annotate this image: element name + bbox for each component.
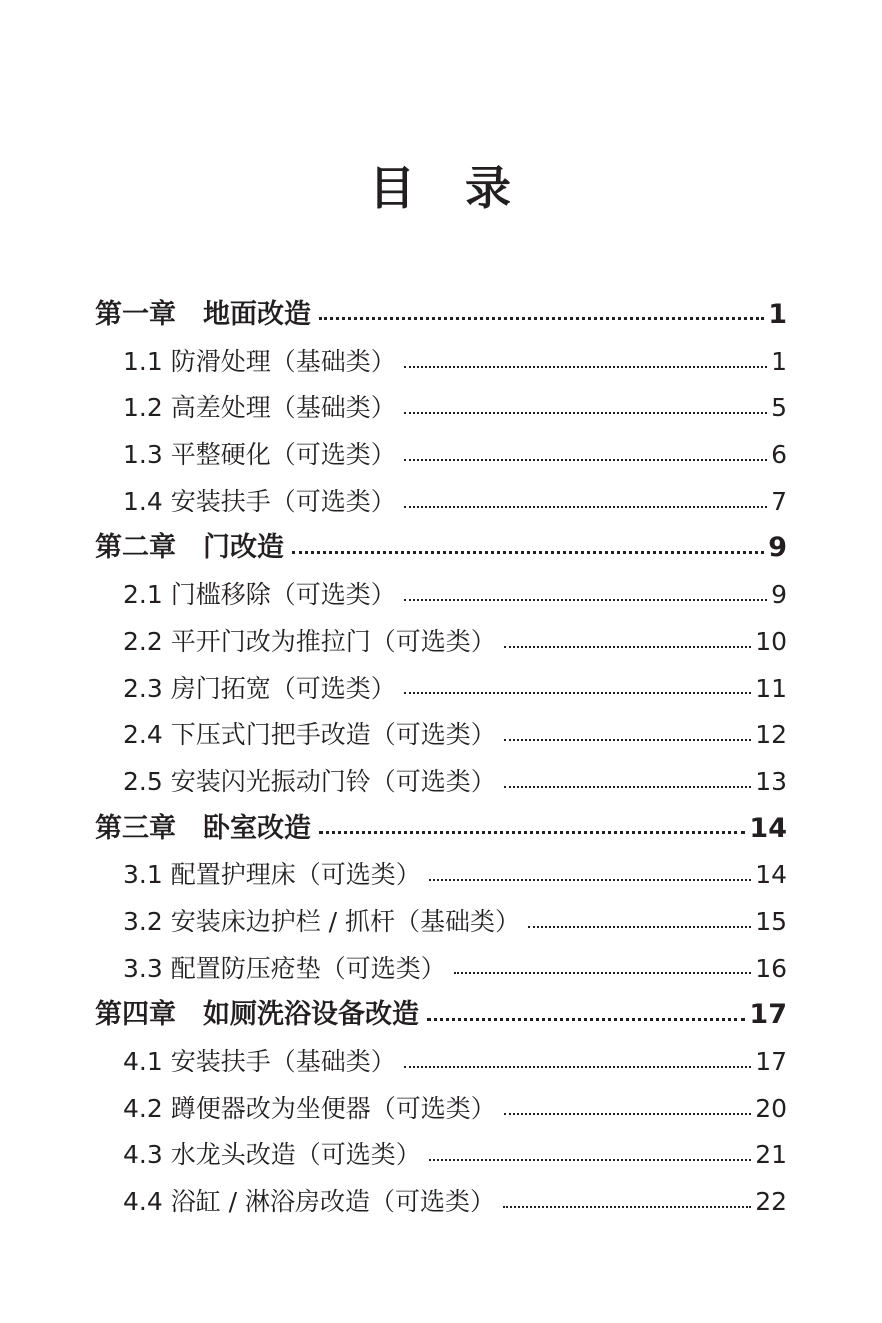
toc-entry-label: 第三章 卧室改造: [95, 812, 311, 844]
toc-section-entry[interactable]: [95, 712, 787, 759]
toc-entry-label: 2.1 门槛移除（可选类）: [123, 580, 396, 610]
toc-dot-leader: [528, 925, 751, 928]
toc-page-number: 10: [755, 626, 787, 656]
toc-entry-label: 4.3 水龙头改造（可选类）: [123, 1140, 421, 1170]
toc-dot-leader: [404, 1065, 751, 1068]
toc-page-number: 1: [771, 346, 787, 376]
toc-page-number: 11: [755, 673, 787, 703]
toc-page-number: 9: [771, 580, 787, 610]
toc-entry-label: 4.4 浴缸 / 淋浴房改造（可选类）: [123, 1187, 496, 1217]
toc-dot-leader: [292, 550, 764, 554]
toc-section-entry[interactable]: [95, 1132, 787, 1179]
toc-entry-label: 2.4 下压式门把手改造（可选类）: [123, 720, 496, 750]
toc-entry-label: 2.3 房门拓宽（可选类）: [123, 673, 396, 703]
toc-page-number: 13: [755, 766, 787, 796]
toc-entry-label: 第四章 如厕洗浴设备改造: [95, 999, 419, 1031]
toc-entry-label: 1.1 防滑处理（基础类）: [123, 346, 396, 376]
toc-chapter-entry[interactable]: [95, 992, 787, 1039]
toc-dot-leader: [504, 645, 751, 648]
toc-section-entry[interactable]: [95, 339, 787, 386]
toc-page-number: 16: [755, 953, 787, 983]
toc-section-entry[interactable]: [95, 759, 787, 806]
toc-dot-leader: [427, 1017, 745, 1021]
toc-section-entry[interactable]: [95, 666, 787, 713]
toc-dot-leader: [319, 316, 764, 320]
toc-section-entry[interactable]: [95, 1179, 787, 1226]
toc-entry-label: 1.3 平整硬化（可选类）: [123, 440, 396, 470]
toc-entry-label: 3.2 安装床边护栏 / 抓杆（基础类）: [123, 906, 521, 936]
toc-section-entry[interactable]: [95, 432, 787, 479]
toc-page-number: 14: [749, 812, 787, 844]
toc-dot-leader: [503, 1205, 751, 1208]
toc-section-entry[interactable]: [95, 852, 787, 899]
toc-entry-label: 第二章 门改造: [95, 532, 284, 564]
toc-dot-leader: [454, 971, 751, 974]
toc-page-number: 17: [755, 1047, 787, 1076]
toc-chapter-entry[interactable]: [95, 292, 787, 339]
toc-page-number: 9: [768, 532, 787, 564]
toc-page-number: 5: [771, 393, 787, 423]
toc-section-entry[interactable]: [95, 385, 787, 432]
toc-dot-leader: [404, 505, 767, 508]
toc-page-number: 17: [749, 999, 787, 1031]
toc-dot-leader: [429, 878, 751, 881]
toc-entry-label: 2.5 安装闪光振动门铃（可选类）: [123, 766, 496, 796]
toc-dot-leader: [319, 830, 745, 834]
toc-section-entry[interactable]: [95, 899, 787, 946]
toc-section-entry[interactable]: [95, 572, 787, 619]
toc-entry-label: 4.1 安装扶手（基础类）: [123, 1047, 396, 1076]
toc-dot-leader: [429, 1158, 751, 1161]
toc-entry-label: 3.1 配置护理床（可选类）: [123, 860, 421, 890]
toc-dot-leader: [504, 738, 751, 741]
toc-dot-leader: [504, 785, 751, 788]
toc-dot-leader: [504, 1112, 751, 1115]
toc-page-number: 21: [755, 1140, 787, 1170]
toc-dot-leader: [404, 411, 767, 414]
page-title: 目 录: [369, 161, 513, 215]
toc-page-number: 1: [768, 299, 787, 330]
toc-page-number: 15: [755, 906, 787, 936]
toc-page-number: 22: [755, 1187, 787, 1217]
toc-chapter-entry[interactable]: [95, 525, 787, 572]
toc-entry-label: 3.3 配置防压疮垫（可选类）: [123, 953, 446, 983]
toc-entry-label: 1.2 高差处理（基础类）: [123, 393, 396, 423]
toc-page-number: 6: [771, 440, 787, 470]
toc-dot-leader: [404, 598, 767, 601]
table-of-contents: [95, 292, 787, 1226]
toc-page-number: 7: [771, 486, 787, 516]
toc-chapter-entry[interactable]: [95, 806, 787, 853]
toc-page-number: 12: [755, 720, 787, 750]
toc-page-number: 14: [755, 860, 787, 890]
toc-section-entry[interactable]: [95, 619, 787, 666]
toc-entry-label: 4.2 蹲便器改为坐便器（可选类）: [123, 1093, 496, 1123]
toc-section-entry[interactable]: [95, 1086, 787, 1133]
toc-dot-leader: [404, 365, 767, 368]
toc-section-entry[interactable]: [95, 1039, 787, 1086]
toc-section-entry[interactable]: [95, 946, 787, 993]
toc-entry-label: 第一章 地面改造: [95, 299, 311, 330]
toc-page-number: 20: [755, 1093, 787, 1123]
toc-dot-leader: [404, 458, 767, 461]
toc-entry-label: 1.4 安装扶手（可选类）: [123, 486, 396, 516]
toc-dot-leader: [404, 691, 751, 694]
toc-section-entry[interactable]: [95, 479, 787, 526]
toc-entry-label: 2.2 平开门改为推拉门（可选类）: [123, 626, 496, 656]
